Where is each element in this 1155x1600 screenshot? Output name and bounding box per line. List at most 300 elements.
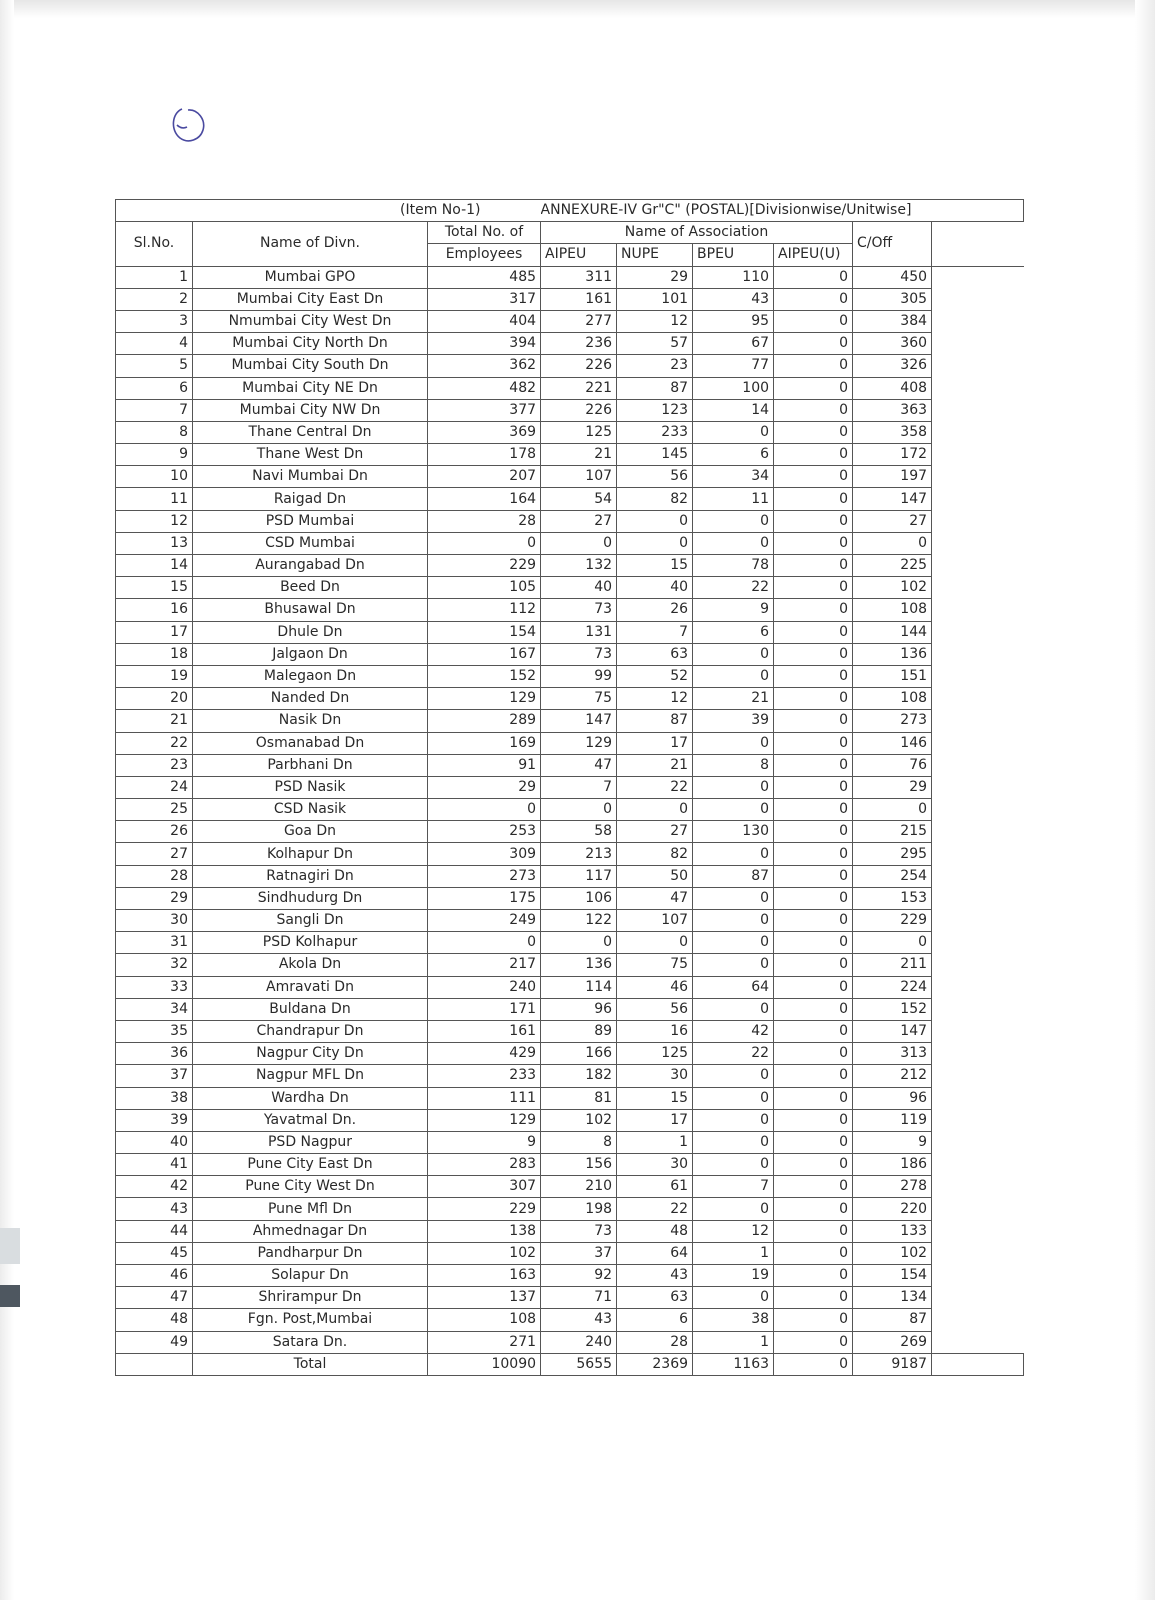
cell-blank — [932, 799, 1024, 821]
cell-coff: 147 — [853, 1020, 932, 1042]
cell-aipeu: 236 — [541, 333, 617, 355]
cell-aipeu: 37 — [541, 1242, 617, 1264]
cell-division-name: Chandrapur Dn — [193, 1020, 428, 1042]
cell-coff: 0 — [853, 532, 932, 554]
cell-sl-no: 44 — [116, 1220, 193, 1242]
cell-bpeu: 0 — [693, 1087, 774, 1109]
annexure-table — [115, 199, 1024, 1376]
table-row — [116, 377, 1024, 399]
total-row — [116, 1353, 1024, 1375]
cell-aipeu-u: 0 — [774, 266, 853, 288]
cell-sl-no: 37 — [116, 1065, 193, 1087]
cell-total-employees: 169 — [428, 732, 541, 754]
cell-blank — [932, 1065, 1024, 1087]
table-row — [116, 399, 1024, 421]
cell-aipeu: 156 — [541, 1154, 617, 1176]
cell-total-employees: 394 — [428, 333, 541, 355]
cell-nupe: 7 — [617, 621, 693, 643]
cell-blank — [932, 665, 1024, 687]
cell-sl-no: 12 — [116, 510, 193, 532]
cell-blank — [932, 599, 1024, 621]
cell-sl-no: 2 — [116, 288, 193, 310]
cell-coff: 133 — [853, 1220, 932, 1242]
table-row — [116, 688, 1024, 710]
table-row — [116, 932, 1024, 954]
cell-nupe: 82 — [617, 488, 693, 510]
cell-aipeu-u: 0 — [774, 421, 853, 443]
cell-sl-no: 45 — [116, 1242, 193, 1264]
cell-blank — [932, 1309, 1024, 1331]
cell-sl-no: 31 — [116, 932, 193, 954]
cell-nupe: 0 — [617, 932, 693, 954]
cell-sl-no: 18 — [116, 643, 193, 665]
cell-aipeu: 0 — [541, 799, 617, 821]
cell-aipeu: 166 — [541, 1043, 617, 1065]
cell-aipeu-u: 0 — [774, 532, 853, 554]
table-row — [116, 421, 1024, 443]
total-nupe: 2369 — [617, 1353, 693, 1375]
cell-blank — [932, 1220, 1024, 1242]
cell-blank — [932, 333, 1024, 355]
cell-total-employees: 29 — [428, 776, 541, 798]
cell-coff: 254 — [853, 865, 932, 887]
cell-bpeu: 130 — [693, 821, 774, 843]
cell-aipeu-u: 0 — [774, 865, 853, 887]
cell-division-name: Nagpur MFL Dn — [193, 1065, 428, 1087]
table-row — [116, 1242, 1024, 1264]
cell-blank — [932, 954, 1024, 976]
cell-total-employees: 163 — [428, 1265, 541, 1287]
cell-coff: 273 — [853, 710, 932, 732]
header-bpeu: BPEU — [693, 244, 774, 266]
table-row — [116, 1109, 1024, 1131]
cell-nupe: 123 — [617, 399, 693, 421]
table-row — [116, 510, 1024, 532]
cell-division-name: Sindhudurg Dn — [193, 887, 428, 909]
cell-total-employees: 9 — [428, 1131, 541, 1153]
cell-coff: 152 — [853, 998, 932, 1020]
cell-bpeu: 8 — [693, 754, 774, 776]
cell-total-employees: 229 — [428, 1198, 541, 1220]
cell-division-name: Malegaon Dn — [193, 665, 428, 687]
cell-nupe: 82 — [617, 843, 693, 865]
table-row — [116, 1043, 1024, 1065]
table-row — [116, 1065, 1024, 1087]
header-row-1 — [116, 222, 1024, 244]
cell-total-employees: 404 — [428, 310, 541, 332]
cell-aipeu-u: 0 — [774, 399, 853, 421]
cell-total-employees: 0 — [428, 532, 541, 554]
cell-nupe: 27 — [617, 821, 693, 843]
cell-coff: 0 — [853, 932, 932, 954]
cell-sl-no: 21 — [116, 710, 193, 732]
cell-aipeu: 129 — [541, 732, 617, 754]
cell-aipeu: 213 — [541, 843, 617, 865]
cell-aipeu-u: 0 — [774, 310, 853, 332]
cell-division-name: Mumbai GPO — [193, 266, 428, 288]
cell-division-name: Mumbai City NW Dn — [193, 399, 428, 421]
cell-sl-no: 27 — [116, 843, 193, 865]
table-row — [116, 1220, 1024, 1242]
cell-nupe: 28 — [617, 1331, 693, 1353]
total-aipeu: 5655 — [541, 1353, 617, 1375]
cell-coff: 186 — [853, 1154, 932, 1176]
cell-division-name: Fgn. Post,Mumbai — [193, 1309, 428, 1331]
cell-coff: 0 — [853, 799, 932, 821]
cell-aipeu-u: 0 — [774, 954, 853, 976]
cell-division-name: PSD Nasik — [193, 776, 428, 798]
scan-edge-left — [0, 0, 14, 1600]
cell-division-name: Nasik Dn — [193, 710, 428, 732]
cell-aipeu-u: 0 — [774, 1242, 853, 1264]
table-row — [116, 466, 1024, 488]
cell-total-employees: 482 — [428, 377, 541, 399]
cell-blank — [932, 643, 1024, 665]
cell-blank — [932, 776, 1024, 798]
cell-nupe: 30 — [617, 1065, 693, 1087]
cell-blank — [932, 577, 1024, 599]
cell-aipeu-u: 0 — [774, 1043, 853, 1065]
cell-aipeu-u: 0 — [774, 843, 853, 865]
title-row — [116, 200, 1024, 222]
cell-total-employees: 112 — [428, 599, 541, 621]
cell-coff: 87 — [853, 1309, 932, 1331]
cell-nupe: 15 — [617, 555, 693, 577]
cell-sl-no: 22 — [116, 732, 193, 754]
cell-aipeu: 8 — [541, 1131, 617, 1153]
binder-tab-dark — [0, 1285, 20, 1307]
cell-aipeu: 71 — [541, 1287, 617, 1309]
cell-division-name: Thane West Dn — [193, 444, 428, 466]
header-nupe: NUPE — [617, 244, 693, 266]
cell-aipeu: 198 — [541, 1198, 617, 1220]
cell-division-name: Sangli Dn — [193, 910, 428, 932]
table-row — [116, 333, 1024, 355]
cell-blank — [932, 1087, 1024, 1109]
table-row — [116, 1020, 1024, 1042]
handwritten-circle-mark-icon — [168, 104, 208, 146]
cell-blank — [932, 621, 1024, 643]
cell-aipeu-u: 0 — [774, 355, 853, 377]
cell-division-name: Jalgaon Dn — [193, 643, 428, 665]
table-row — [116, 954, 1024, 976]
cell-sl-no: 34 — [116, 998, 193, 1020]
cell-nupe: 107 — [617, 910, 693, 932]
table-row — [116, 555, 1024, 577]
cell-nupe: 52 — [617, 665, 693, 687]
cell-sl-no: 19 — [116, 665, 193, 687]
cell-coff: 450 — [853, 266, 932, 288]
cell-nupe: 6 — [617, 1309, 693, 1331]
cell-nupe: 75 — [617, 954, 693, 976]
cell-coff: 211 — [853, 954, 932, 976]
cell-aipeu-u: 0 — [774, 799, 853, 821]
cell-bpeu: 0 — [693, 643, 774, 665]
cell-bpeu: 1 — [693, 1331, 774, 1353]
cell-total-employees: 249 — [428, 910, 541, 932]
cell-coff: 154 — [853, 1265, 932, 1287]
cell-coff: 224 — [853, 976, 932, 998]
cell-coff: 215 — [853, 821, 932, 843]
cell-blank — [932, 288, 1024, 310]
cell-division-name: CSD Nasik — [193, 799, 428, 821]
table-row — [116, 710, 1024, 732]
cell-aipeu: 92 — [541, 1265, 617, 1287]
cell-sl-no: 49 — [116, 1331, 193, 1353]
cell-aipeu: 277 — [541, 310, 617, 332]
cell-division-name: Satara Dn. — [193, 1331, 428, 1353]
cell-aipeu-u: 0 — [774, 643, 853, 665]
cell-coff: 108 — [853, 599, 932, 621]
cell-blank — [932, 976, 1024, 998]
cell-division-name: Kolhapur Dn — [193, 843, 428, 865]
cell-blank — [932, 821, 1024, 843]
cell-bpeu: 0 — [693, 843, 774, 865]
cell-total-employees: 164 — [428, 488, 541, 510]
cell-total-employees: 271 — [428, 1331, 541, 1353]
cell-nupe: 101 — [617, 288, 693, 310]
table-row — [116, 577, 1024, 599]
cell-bpeu: 0 — [693, 1287, 774, 1309]
table-row — [116, 488, 1024, 510]
header-association: Name of Association — [541, 222, 853, 244]
cell-blank — [932, 865, 1024, 887]
cell-division-name: Bhusawal Dn — [193, 599, 428, 621]
table-row — [116, 532, 1024, 554]
cell-division-name: Aurangabad Dn — [193, 555, 428, 577]
cell-division-name: Buldana Dn — [193, 998, 428, 1020]
cell-sl-no: 48 — [116, 1309, 193, 1331]
cell-total-employees: 152 — [428, 665, 541, 687]
cell-bpeu: 6 — [693, 621, 774, 643]
cell-total-employees: 207 — [428, 466, 541, 488]
cell-aipeu-u: 0 — [774, 488, 853, 510]
cell-bpeu: 11 — [693, 488, 774, 510]
cell-bpeu: 77 — [693, 355, 774, 377]
cell-aipeu-u: 0 — [774, 754, 853, 776]
header-sl-no: Sl.No. — [116, 222, 193, 266]
cell-division-name: Parbhani Dn — [193, 754, 428, 776]
cell-sl-no: 40 — [116, 1131, 193, 1153]
cell-total-employees: 289 — [428, 710, 541, 732]
cell-total-employees: 229 — [428, 555, 541, 577]
cell-sl-no: 9 — [116, 444, 193, 466]
cell-sl-no: 5 — [116, 355, 193, 377]
cell-nupe: 57 — [617, 333, 693, 355]
cell-aipeu: 27 — [541, 510, 617, 532]
cell-blank — [932, 510, 1024, 532]
cell-aipeu: 226 — [541, 399, 617, 421]
cell-aipeu: 117 — [541, 865, 617, 887]
cell-total-employees: 233 — [428, 1065, 541, 1087]
cell-aipeu: 114 — [541, 976, 617, 998]
cell-aipeu-u: 0 — [774, 665, 853, 687]
cell-coff: 29 — [853, 776, 932, 798]
cell-total-employees: 240 — [428, 976, 541, 998]
cell-total-employees: 111 — [428, 1087, 541, 1109]
cell-bpeu: 0 — [693, 421, 774, 443]
cell-blank — [932, 1331, 1024, 1353]
cell-coff: 9 — [853, 1131, 932, 1153]
cell-bpeu: 19 — [693, 1265, 774, 1287]
table-row — [116, 843, 1024, 865]
cell-nupe: 63 — [617, 1287, 693, 1309]
total-employees: 10090 — [428, 1353, 541, 1375]
cell-division-name: Osmanabad Dn — [193, 732, 428, 754]
table-row — [116, 444, 1024, 466]
cell-total-employees: 137 — [428, 1287, 541, 1309]
cell-aipeu-u: 0 — [774, 1220, 853, 1242]
cell-coff: 278 — [853, 1176, 932, 1198]
cell-coff: 220 — [853, 1198, 932, 1220]
total-bpeu: 1163 — [693, 1353, 774, 1375]
cell-total-employees: 108 — [428, 1309, 541, 1331]
table-row — [116, 355, 1024, 377]
cell-aipeu: 21 — [541, 444, 617, 466]
cell-division-name: Thane Central Dn — [193, 421, 428, 443]
total-label: Total — [193, 1353, 428, 1375]
cell-sl-no: 8 — [116, 421, 193, 443]
cell-aipeu: 131 — [541, 621, 617, 643]
cell-total-employees: 161 — [428, 1020, 541, 1042]
cell-coff: 212 — [853, 1065, 932, 1087]
cell-sl-no: 46 — [116, 1265, 193, 1287]
header-total-line1: Total No. of — [428, 222, 541, 244]
cell-nupe: 30 — [617, 1154, 693, 1176]
cell-blank — [932, 710, 1024, 732]
cell-aipeu-u: 0 — [774, 599, 853, 621]
cell-sl-no: 41 — [116, 1154, 193, 1176]
cell-division-name: Yavatmal Dn. — [193, 1109, 428, 1131]
cell-division-name: PSD Nagpur — [193, 1131, 428, 1153]
cell-aipeu-u: 0 — [774, 821, 853, 843]
cell-sl-no: 28 — [116, 865, 193, 887]
cell-division-name: Amravati Dn — [193, 976, 428, 998]
cell-aipeu: 161 — [541, 288, 617, 310]
cell-bpeu: 64 — [693, 976, 774, 998]
scan-edge-right — [1135, 0, 1155, 1600]
cell-bpeu: 6 — [693, 444, 774, 466]
cell-nupe: 22 — [617, 1198, 693, 1220]
cell-nupe: 40 — [617, 577, 693, 599]
cell-nupe: 145 — [617, 444, 693, 466]
cell-division-name: Mumbai City North Dn — [193, 333, 428, 355]
cell-blank — [932, 754, 1024, 776]
cell-aipeu: 132 — [541, 555, 617, 577]
cell-aipeu-u: 0 — [774, 1331, 853, 1353]
total-coff: 9187 — [853, 1353, 932, 1375]
cell-blank — [932, 532, 1024, 554]
cell-total-employees: 138 — [428, 1220, 541, 1242]
cell-blank — [932, 1131, 1024, 1153]
cell-aipeu-u: 0 — [774, 621, 853, 643]
cell-division-name: Nanded Dn — [193, 688, 428, 710]
cell-blank — [932, 1154, 1024, 1176]
cell-aipeu-u: 0 — [774, 998, 853, 1020]
cell-division-name: Pandharpur Dn — [193, 1242, 428, 1264]
table-row — [116, 1331, 1024, 1353]
table-row — [116, 599, 1024, 621]
cell-sl-no: 1 — [116, 266, 193, 288]
cell-aipeu-u: 0 — [774, 1176, 853, 1198]
cell-division-name: Nagpur City Dn — [193, 1043, 428, 1065]
cell-sl-no: 4 — [116, 333, 193, 355]
cell-bpeu: 0 — [693, 1131, 774, 1153]
cell-aipeu-u: 0 — [774, 932, 853, 954]
cell-bpeu: 39 — [693, 710, 774, 732]
cell-bpeu: 0 — [693, 998, 774, 1020]
cell-blank — [932, 1109, 1024, 1131]
table-row — [116, 621, 1024, 643]
cell-sl-no: 11 — [116, 488, 193, 510]
cell-aipeu: 73 — [541, 643, 617, 665]
cell-coff: 313 — [853, 1043, 932, 1065]
cell-division-name: PSD Mumbai — [193, 510, 428, 532]
table-row — [116, 799, 1024, 821]
cell-total-employees: 91 — [428, 754, 541, 776]
cell-aipeu: 58 — [541, 821, 617, 843]
cell-bpeu: 34 — [693, 466, 774, 488]
cell-coff: 326 — [853, 355, 932, 377]
cell-blank — [932, 1198, 1024, 1220]
table-row — [116, 1131, 1024, 1153]
cell-sl-no: 13 — [116, 532, 193, 554]
cell-aipeu-u: 0 — [774, 1265, 853, 1287]
cell-blank — [932, 266, 1024, 288]
cell-coff: 76 — [853, 754, 932, 776]
header-coff: C/Off — [853, 222, 932, 266]
cell-sl-no: 23 — [116, 754, 193, 776]
cell-total-employees: 178 — [428, 444, 541, 466]
cell-aipeu: 0 — [541, 932, 617, 954]
cell-coff: 172 — [853, 444, 932, 466]
cell-total-employees: 154 — [428, 621, 541, 643]
cell-nupe: 87 — [617, 710, 693, 732]
cell-aipeu: 106 — [541, 887, 617, 909]
cell-bpeu: 21 — [693, 688, 774, 710]
cell-aipeu: 240 — [541, 1331, 617, 1353]
cell-aipeu: 96 — [541, 998, 617, 1020]
cell-coff: 384 — [853, 310, 932, 332]
cell-aipeu-u: 0 — [774, 577, 853, 599]
cell-bpeu: 9 — [693, 599, 774, 621]
cell-division-name: Shrirampur Dn — [193, 1287, 428, 1309]
cell-total-employees: 171 — [428, 998, 541, 1020]
cell-division-name: Wardha Dn — [193, 1087, 428, 1109]
cell-bpeu: 0 — [693, 887, 774, 909]
cell-blank — [932, 488, 1024, 510]
cell-division-name: Ratnagiri Dn — [193, 865, 428, 887]
cell-aipeu-u: 0 — [774, 377, 853, 399]
cell-bpeu: 14 — [693, 399, 774, 421]
cell-total-employees: 317 — [428, 288, 541, 310]
cell-bpeu: 0 — [693, 799, 774, 821]
cell-aipeu-u: 0 — [774, 1287, 853, 1309]
cell-division-name: Nmumbai City West Dn — [193, 310, 428, 332]
cell-bpeu: 0 — [693, 776, 774, 798]
cell-division-name: Akola Dn — [193, 954, 428, 976]
cell-bpeu: 0 — [693, 665, 774, 687]
item-number-title: (Item No-1) — [116, 200, 541, 222]
cell-coff: 197 — [853, 466, 932, 488]
cell-nupe: 16 — [617, 1020, 693, 1042]
cell-total-employees: 307 — [428, 1176, 541, 1198]
total-aipeu-u: 0 — [774, 1353, 853, 1375]
cell-division-name: Pune City East Dn — [193, 1154, 428, 1176]
cell-nupe: 64 — [617, 1242, 693, 1264]
cell-bpeu: 0 — [693, 954, 774, 976]
cell-bpeu: 0 — [693, 1065, 774, 1087]
